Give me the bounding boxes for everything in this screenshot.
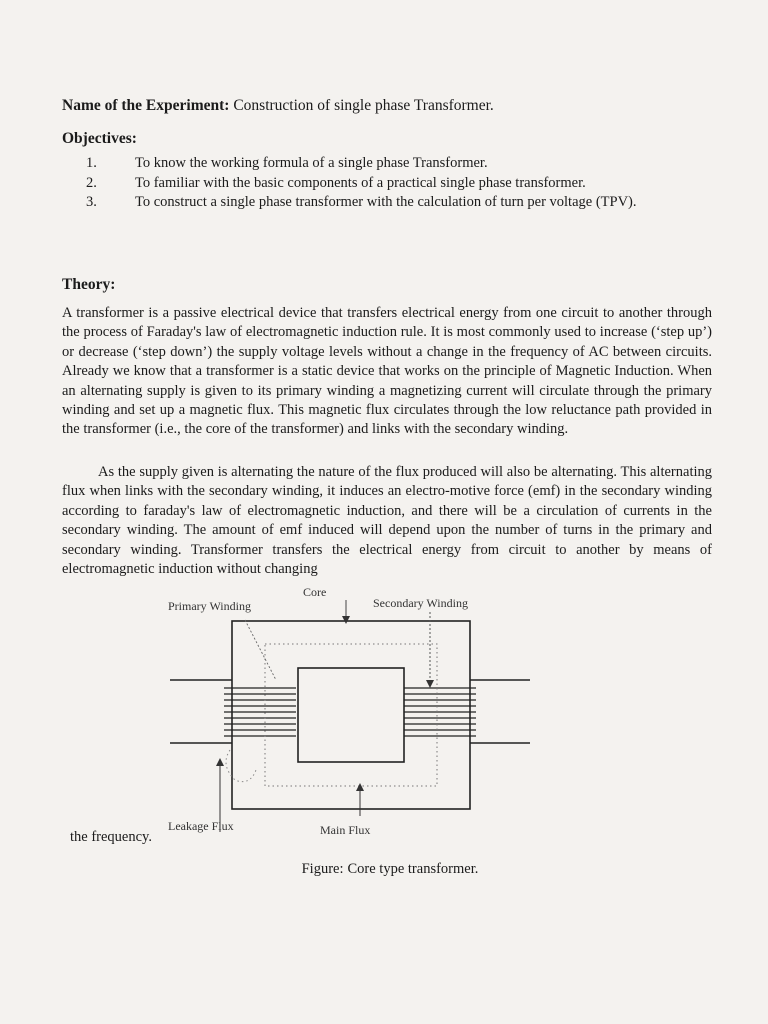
objective-item xyxy=(62,154,702,174)
paragraph-2-tail: the frequency. xyxy=(70,829,152,845)
leakage-flux-path xyxy=(226,750,256,782)
transformer-diagram xyxy=(160,580,560,850)
objectives-heading: Objectives: xyxy=(62,130,137,147)
objective-text: To familiar with the basic components of a practical single phase transformer. xyxy=(135,174,586,191)
main-flux-path xyxy=(265,644,437,786)
theory-heading: Theory: xyxy=(62,276,116,293)
main-flux-label: Main Flux xyxy=(320,823,371,837)
theory-paragraph-1: A transformer is a passive electrical device that transfers electrical energy from one circuit to another through the process of Faraday's law of electromagnetic induction rule. It is most commonly used to increase (‘step up’) or decrease (‘step down’) the supply voltage levels without a change in the frequency of AC between circuits. Already we know that a transformer is a static device that works on the principle of Magnetic Induction. When an alternating supply is given to its primary winding a magnetizing current will circulate through the primary winding and set up a magnetic flux. This magnetic flux circulates through the low reluctance path provided in the transformer (i.e., the core of the transformer) and links with the secondary winding. xyxy=(62,305,712,438)
figure-caption-text: Core type transformer. xyxy=(347,861,479,877)
leakage-flux-label: Leakage Flux xyxy=(168,819,234,833)
primary-winding-label: Primary Winding xyxy=(168,599,251,613)
core-window xyxy=(298,668,404,762)
experiment-title xyxy=(62,97,702,115)
objective-number: 3. xyxy=(86,194,97,210)
objective-item xyxy=(62,174,702,194)
objective-text: To know the working formula of a single phase Transformer. xyxy=(135,155,488,171)
primary-winding xyxy=(224,688,296,736)
objective-text: To construct a single phase transformer with the calculation of turn per voltage (TPV). xyxy=(135,194,637,210)
experiment-name: Construction of single phase Transformer. xyxy=(233,97,494,114)
figure-caption-label: Figure: xyxy=(301,861,344,877)
core-outer xyxy=(232,621,470,809)
core-label: Core xyxy=(303,585,327,599)
theory-paragraph-2: As the supply given is alternating the nature of the flux produced will also be alternating. This alternating flux when links with the secondary winding, it induces an electro-motive force (emf) in the secondary winding according to faraday's law of electromagnetic induction, and there will be a circulation of currents in the secondary winding. The amount of emf induced will depend upon the number of turns in the primary and secondary winding. Transformer transfers the electrical energy from circuit to another by means of electromagnetic induction without changing xyxy=(62,464,712,578)
objective-number: 2. xyxy=(86,174,97,191)
objectives-list xyxy=(62,154,702,213)
experiment-label: Name of the Experiment: xyxy=(62,97,230,114)
secondary-winding-label: Secondary Winding xyxy=(373,596,468,610)
objective-item xyxy=(62,193,702,213)
objective-number: 1. xyxy=(86,155,97,171)
figure-caption xyxy=(0,861,768,878)
secondary-winding xyxy=(404,688,476,736)
